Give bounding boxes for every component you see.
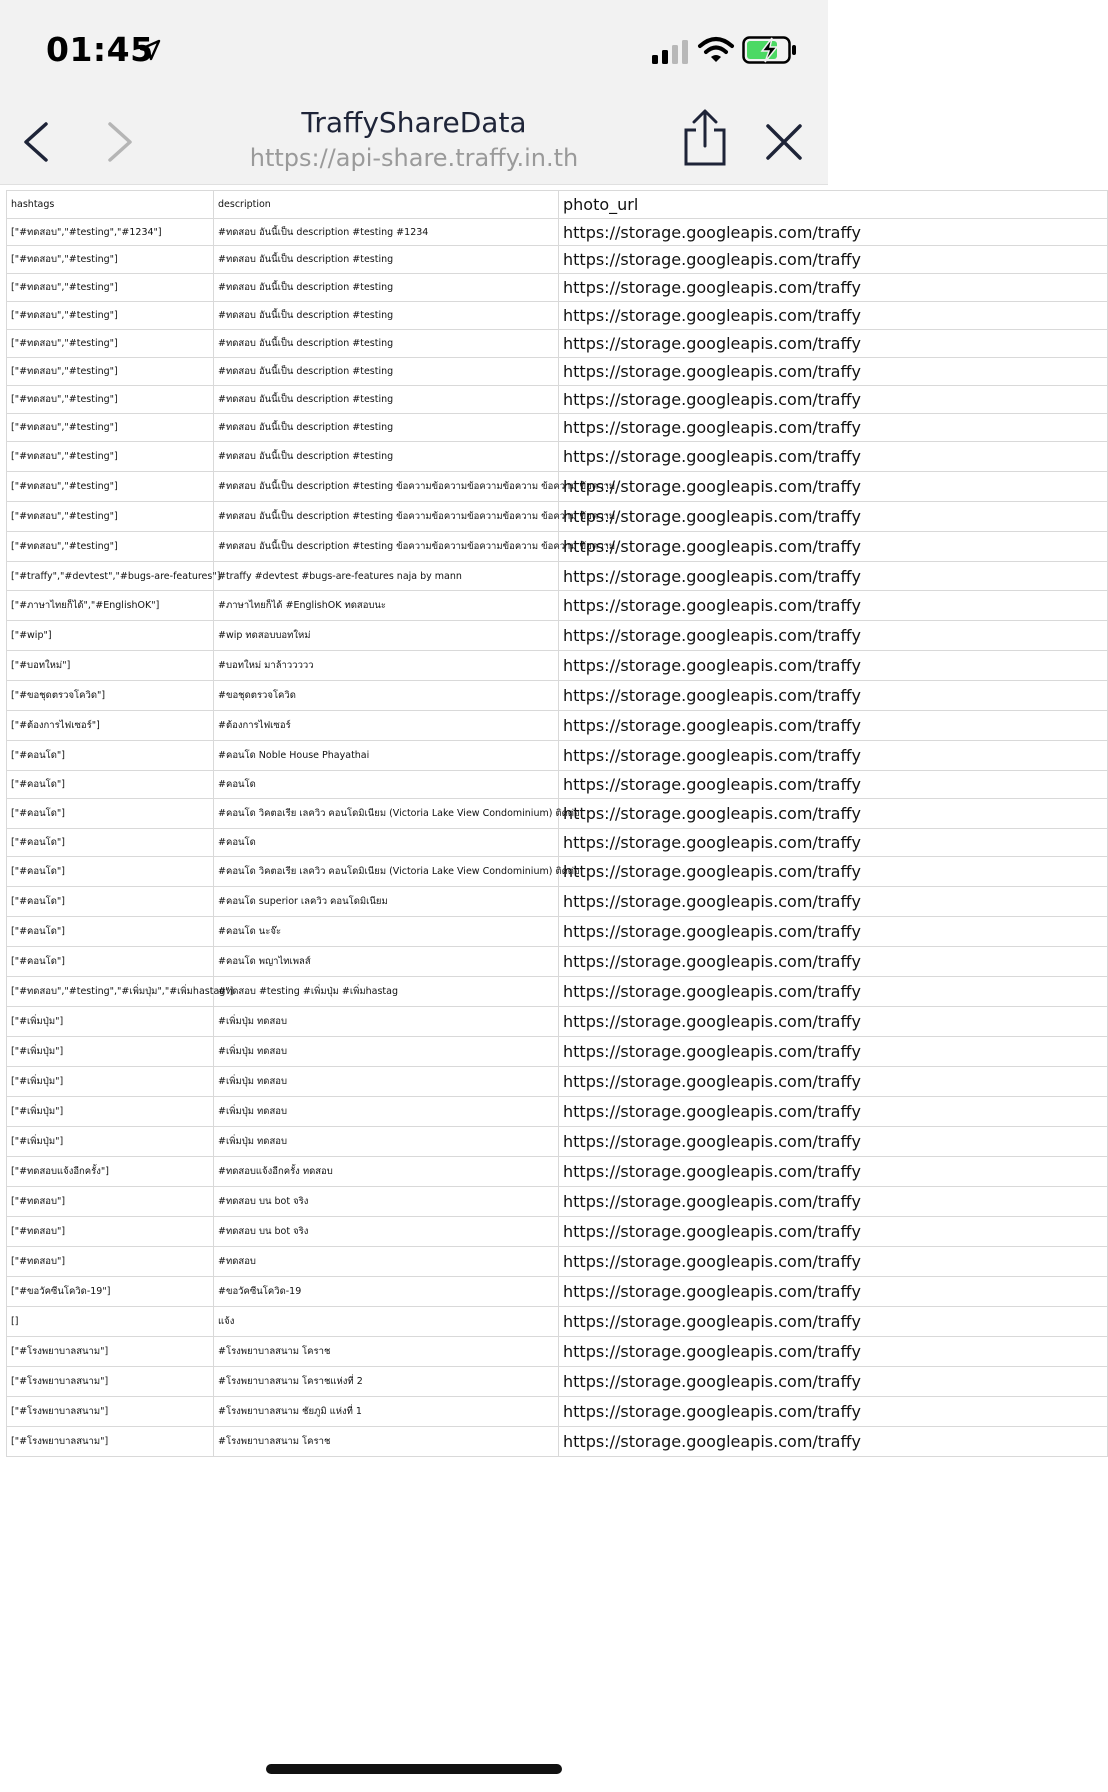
data-table-container[interactable] [6,190,861,1457]
cell-hashtags: ["#โรงพยาบาลสนาม"] [7,1427,214,1457]
cell-photo-url: https://storage.googleapis.com/traffy [559,274,1108,302]
cell-photo-url: https://storage.googleapis.com/traffy [559,386,1108,414]
cell-hashtags: ["#ทดสอบ","#testing","#1234"] [7,219,214,246]
cellular-signal-icon [652,40,690,64]
cell-photo-url: https://storage.googleapis.com/traffy [559,472,1108,502]
table-row [7,1037,1108,1067]
cell-description: #ทดสอบ [214,1247,559,1277]
cell-photo-url: https://storage.googleapis.com/traffy [559,442,1108,472]
cell-description: #ทดสอบ อันนี้เป็น description #testing [214,414,559,442]
cell-hashtags: ["#บอทใหม่"] [7,651,214,681]
table-row [7,1217,1108,1247]
table-row [7,681,1108,711]
table-row [7,1187,1108,1217]
cell-description: #ทดสอบ #testing #เพิ่มปุ่ม #เพิ่มhastag [214,977,559,1007]
cell-hashtags: ["#คอนโด"] [7,829,214,857]
cell-photo-url: https://storage.googleapis.com/traffy [559,651,1108,681]
table-row [7,771,1108,799]
cell-description: #ทดสอบ อันนี้เป็น description #testing [214,302,559,330]
cell-hashtags: ["#ทดสอบ","#testing"] [7,246,214,274]
cell-photo-url: https://storage.googleapis.com/traffy [559,302,1108,330]
cell-hashtags: ["#คอนโด"] [7,741,214,771]
cell-hashtags: ["#wip"] [7,621,214,651]
cell-photo-url: https://storage.googleapis.com/traffy [559,1127,1108,1157]
cell-description: #ทดสอบ อันนี้เป็น description #testing [214,330,559,358]
cell-description: #โรงพยาบาลสนาม โคราช [214,1427,559,1457]
table-row [7,799,1108,829]
table-row [7,711,1108,741]
cell-description: #ทดสอบ อันนี้เป็น description #testing [214,246,559,274]
cell-hashtags: ["#ทดสอบ"] [7,1187,214,1217]
cell-description: #โรงพยาบาลสนาม ชัยภูมิ แห่งที่ 1 [214,1397,559,1427]
browser-nav-bar [0,100,828,185]
cell-photo-url: https://storage.googleapis.com/traffy [559,977,1108,1007]
battery-charging-icon [742,36,798,64]
cell-hashtags: ["#ทดสอบ","#testing"] [7,502,214,532]
cell-photo-url: https://storage.googleapis.com/traffy [559,1157,1108,1187]
cell-description: #เพิ่มปุ่ม ทดสอบ [214,1067,559,1097]
status-time: 01:45 [46,30,154,69]
cell-photo-url: https://storage.googleapis.com/traffy [559,532,1108,562]
cell-photo-url: https://storage.googleapis.com/traffy [559,771,1108,799]
cell-description: #ภาษาไทยก็ได้ #EnglishOK ทดสอบนะ [214,591,559,621]
cell-photo-url: https://storage.googleapis.com/traffy [559,1217,1108,1247]
table-row [7,414,1108,442]
cell-description: #โรงพยาบาลสนาม โคราชแห่งที่ 2 [214,1367,559,1397]
table-row [7,1367,1108,1397]
cell-hashtags: ["#ทดสอบ","#testing"] [7,414,214,442]
cell-description: #คอนโด [214,771,559,799]
cell-description: #ทดสอบ อันนี้เป็น description #testing ข้อความข้อความข้อความข้อความ ข้อความ ข้อความ [214,472,559,502]
column-header-description: description [214,191,559,219]
cell-hashtags: ["#ทดสอบ","#testing"] [7,386,214,414]
cell-description: #เพิ่มปุ่ม ทดสอบ [214,1037,559,1067]
cell-hashtags: ["#เพิ่มปุ่ม"] [7,1127,214,1157]
table-row [7,917,1108,947]
location-arrow-icon [138,38,162,62]
cell-description: #wip ทดสอบบอทใหม่ [214,621,559,651]
cell-photo-url: https://storage.googleapis.com/traffy [559,621,1108,651]
table-row [7,1097,1108,1127]
cell-photo-url: https://storage.googleapis.com/traffy [559,681,1108,711]
cell-photo-url: https://storage.googleapis.com/traffy [559,1307,1108,1337]
cell-hashtags: ["#โรงพยาบาลสนาม"] [7,1337,214,1367]
cell-photo-url: https://storage.googleapis.com/traffy [559,741,1108,771]
cell-hashtags: [] [7,1307,214,1337]
cell-hashtags: ["#คอนโด"] [7,771,214,799]
table-row [7,502,1108,532]
cell-photo-url: https://storage.googleapis.com/traffy [559,1037,1108,1067]
table-row [7,947,1108,977]
column-header-hashtags: hashtags [7,191,214,219]
table-row [7,1157,1108,1187]
cell-hashtags: ["#traffy","#devtest","#bugs-are-features"] [7,562,214,591]
table-row [7,977,1108,1007]
table-row [7,532,1108,562]
cell-description: #traffy #devtest #bugs-are-features naja by mann [214,562,559,591]
cell-description: #ทดสอบ อันนี้เป็น description #testing [214,386,559,414]
wifi-icon [698,36,734,64]
cell-hashtags: ["#เพิ่มปุ่ม"] [7,1097,214,1127]
cell-hashtags: ["#เพิ่มปุ่ม"] [7,1037,214,1067]
cell-photo-url: https://storage.googleapis.com/traffy [559,947,1108,977]
cell-photo-url: https://storage.googleapis.com/traffy [559,414,1108,442]
cell-hashtags: ["#โรงพยาบาลสนาม"] [7,1397,214,1427]
table-row [7,302,1108,330]
table-row [7,358,1108,386]
cell-photo-url: https://storage.googleapis.com/traffy [559,799,1108,829]
cell-photo-url: https://storage.googleapis.com/traffy [559,562,1108,591]
cell-description: #ทดสอบ บน bot จริง [214,1217,559,1247]
cell-description: #ทดสอบแจ้งอีกครั้ง ทดสอบ [214,1157,559,1187]
table-row [7,246,1108,274]
table-row [7,857,1108,887]
cell-description: #คอนโด นะจ๊ะ [214,917,559,947]
cell-hashtags: ["#ขอชุดตรวจโควิด"] [7,681,214,711]
status-bar [0,0,828,100]
cell-photo-url: https://storage.googleapis.com/traffy [559,246,1108,274]
cell-description: #ทดสอบ บน bot จริง [214,1187,559,1217]
cell-hashtags: ["#คอนโด"] [7,947,214,977]
cell-photo-url: https://storage.googleapis.com/traffy [559,711,1108,741]
cell-hashtags: ["#ขอวัคซีนโควิด-19"] [7,1277,214,1307]
table-row [7,1337,1108,1367]
cell-hashtags: ["#ทดสอบ","#testing"] [7,472,214,502]
cell-description: #ทดสอบ อันนี้เป็น description #testing ข้อความข้อความข้อความข้อความ ข้อความ ข้อความ [214,532,559,562]
cell-photo-url: https://storage.googleapis.com/traffy [559,857,1108,887]
cell-hashtags: ["#ทดสอบ"] [7,1217,214,1247]
cell-description: #ทดสอบ อันนี้เป็น description #testing ข้อความข้อความข้อความข้อความ ข้อความ ข้อความ [214,502,559,532]
cell-description: #เพิ่มปุ่ม ทดสอบ [214,1007,559,1037]
cell-photo-url: https://storage.googleapis.com/traffy [559,358,1108,386]
cell-description: #ต้องการไฟเซอร์ [214,711,559,741]
cell-photo-url: https://storage.googleapis.com/traffy [559,1397,1108,1427]
cell-hashtags: ["#ทดสอบ","#testing"] [7,358,214,386]
cell-photo-url: https://storage.googleapis.com/traffy [559,917,1108,947]
cell-photo-url: https://storage.googleapis.com/traffy [559,1187,1108,1217]
table-body [7,219,1108,1457]
cell-description: #ขอวัคซีนโควิด-19 [214,1277,559,1307]
cell-description: #ทดสอบ อันนี้เป็น description #testing [214,442,559,472]
cell-photo-url: https://storage.googleapis.com/traffy [559,1067,1108,1097]
table-row [7,1427,1108,1457]
cell-description: #ทดสอบ อันนี้เป็น description #testing [214,358,559,386]
cell-hashtags: ["#โรงพยาบาลสนาม"] [7,1367,214,1397]
cell-photo-url: https://storage.googleapis.com/traffy [559,1277,1108,1307]
table-row [7,591,1108,621]
table-row [7,829,1108,857]
cell-hashtags: ["#คอนโด"] [7,917,214,947]
table-row [7,741,1108,771]
cell-description: #ขอชุดตรวจโควิด [214,681,559,711]
cell-description: #เพิ่มปุ่ม ทดสอบ [214,1097,559,1127]
cell-description: #คอนโด [214,829,559,857]
share-button[interactable] [680,108,730,168]
table-row [7,887,1108,917]
cell-description: #คอนโด superior เลควิว คอนโดมิเนียม [214,887,559,917]
table-row [7,1007,1108,1037]
cell-hashtags: ["#คอนโด"] [7,799,214,829]
cell-photo-url: https://storage.googleapis.com/traffy [559,829,1108,857]
table-row [7,621,1108,651]
page-url[interactable]: https://api-share.traffy.in.th [249,144,579,172]
home-indicator [266,1764,562,1774]
table-row [7,1127,1108,1157]
table-row [7,330,1108,358]
cell-hashtags: ["#ทดสอบ","#testing"] [7,330,214,358]
data-table [6,190,1108,1457]
cell-hashtags: ["#เพิ่มปุ่ม"] [7,1007,214,1037]
cell-description: #คอนโด วิคตอเรีย เลควิว คอนโดมิเนียม (Victoria Lake View Condominium) ติดต่อ [214,799,559,829]
cell-hashtags: ["#เพิ่มปุ่ม"] [7,1067,214,1097]
cell-hashtags: ["#ทดสอบ","#testing"] [7,442,214,472]
cell-hashtags: ["#ทดสอบ","#testing"] [7,302,214,330]
cell-description: #ทดสอบ อันนี้เป็น description #testing #1234 [214,219,559,246]
table-row [7,651,1108,681]
cell-hashtags: ["#ทดสอบ"] [7,1247,214,1277]
cell-description: #คอนโด Noble House Phayathai [214,741,559,771]
cell-photo-url: https://storage.googleapis.com/traffy [559,1427,1108,1457]
table-row [7,1277,1108,1307]
table-header-row [7,191,1108,219]
column-header-photo-url: photo_url [559,191,1108,219]
table-row [7,442,1108,472]
page-title: TraffyShareData [301,106,527,139]
cell-hashtags: ["#ภาษาไทยก็ได้","#EnglishOK"] [7,591,214,621]
cell-hashtags: ["#คอนโด"] [7,887,214,917]
cell-hashtags: ["#ทดสอบ","#testing"] [7,532,214,562]
table-row [7,1067,1108,1097]
table-row [7,1247,1108,1277]
cell-photo-url: https://storage.googleapis.com/traffy [559,330,1108,358]
cell-hashtags: ["#ต้องการไฟเซอร์"] [7,711,214,741]
close-button[interactable] [760,118,808,166]
cell-description: #โรงพยาบาลสนาม โคราช [214,1337,559,1367]
cell-photo-url: https://storage.googleapis.com/traffy [559,1247,1108,1277]
table-row [7,219,1108,246]
table-row [7,274,1108,302]
cell-hashtags: ["#ทดสอบ","#testing"] [7,274,214,302]
cell-photo-url: https://storage.googleapis.com/traffy [559,1007,1108,1037]
table-row [7,386,1108,414]
cell-description: แจ้ง [214,1307,559,1337]
cell-description: #คอนโด วิคตอเรีย เลควิว คอนโดมิเนียม (Victoria Lake View Condominium) ติดต่อ [214,857,559,887]
cell-photo-url: https://storage.googleapis.com/traffy [559,887,1108,917]
cell-photo-url: https://storage.googleapis.com/traffy [559,219,1108,246]
cell-hashtags: ["#ทดสอบ","#testing","#เพิ่มปุ่ม","#เพิ่มhastag"] [7,977,214,1007]
cell-description: #เพิ่มปุ่ม ทดสอบ [214,1127,559,1157]
cell-photo-url: https://storage.googleapis.com/traffy [559,1097,1108,1127]
cell-hashtags: ["#คอนโด"] [7,857,214,887]
table-row [7,472,1108,502]
cell-photo-url: https://storage.googleapis.com/traffy [559,502,1108,532]
cell-photo-url: https://storage.googleapis.com/traffy [559,591,1108,621]
cell-description: #ทดสอบ อันนี้เป็น description #testing [214,274,559,302]
table-row [7,1397,1108,1427]
cell-description: #บอทใหม่ มาล้าววววว [214,651,559,681]
cell-photo-url: https://storage.googleapis.com/traffy [559,1367,1108,1397]
cell-hashtags: ["#ทดสอบแจ้งอีกครั้ง"] [7,1157,214,1187]
cell-photo-url: https://storage.googleapis.com/traffy [559,1337,1108,1367]
table-row [7,562,1108,591]
table-row [7,1307,1108,1337]
cell-description: #คอนโด พญาไทเพลส์ [214,947,559,977]
